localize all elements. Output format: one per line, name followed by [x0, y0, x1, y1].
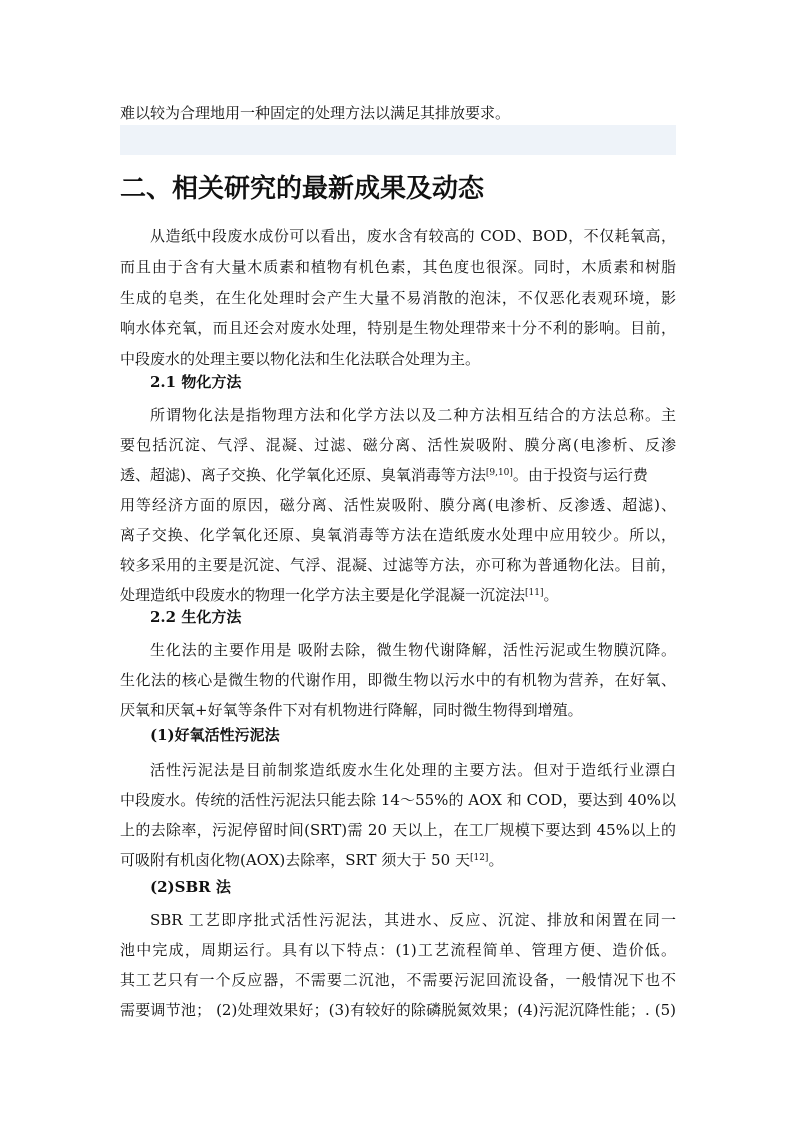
subsection-heading-activated-sludge: (1)好氧活性污泥法 — [150, 726, 280, 744]
s22-line-2: 生化法的核心是微生物的代谢作用，即微生物以污水中的有机物为营养，在好氧、 — [120, 671, 676, 689]
subsection-heading-2-2: 2.2 生化方法 — [150, 608, 242, 626]
s22b-line-2: 池中完成，周期运行。具有以下特点：(1)工艺流程简单、管理方便、造价低。 — [120, 941, 676, 959]
s22-line-1: 生化法的主要作用是 吸附去除，微生物代谢降解，活性污泥或生物膜沉降。 — [150, 641, 676, 659]
s22a-line-4 — [120, 850, 676, 870]
s21-line-7-end: 。 — [543, 586, 559, 604]
para1-line-1: 从造纸中段废水成份可以看出，废水含有较高的 COD、BOD，不仅耗氧高， — [150, 227, 676, 245]
section-heading: 二、相关研究的最新成果及动态 — [120, 174, 485, 204]
citation-9-10: [9,10] — [485, 468, 513, 478]
citation-12: [12] — [469, 853, 489, 863]
s21-line-7 — [120, 585, 676, 605]
para1-line-5: 中段废水的处理主要以物化法和生化法联合处理为主。 — [120, 350, 481, 368]
subsection-heading-sbr: (2)SBR 法 — [150, 878, 231, 896]
citation-11: [11] — [525, 588, 544, 598]
s21-line-2: 要包括沉淀、气浮、混凝、过滤、磁分离、活性炭吸附、膜分离(电渗析、反渗 — [120, 436, 676, 454]
s21-line-3-tail: 。由于投资与运行费 — [512, 466, 648, 484]
s22b-line-3: 其工艺只有一个反应器，不需要二沉池，不需要污泥回流设备，一般情况下也不 — [120, 971, 676, 989]
s21-line-1: 所谓物化法是指物理方法和化学方法以及二种方法相互结合的方法总称。主 — [150, 406, 676, 424]
s22b-line-4: 需要调节池； (2)处理效果好；(3)有较好的除磷脱氮效果；(4)污泥沉降性能；. (5) — [120, 1001, 676, 1019]
s21-line-5: 离子交换、化学氧化还原、臭氧消毒等方法在造纸废水处理中应用较少。所以， — [120, 526, 676, 544]
para1-line-3: 生成的皂类，在生化处理时会产生大量不易消散的泡沫，不仅恶化表观环境，影 — [120, 289, 676, 307]
subsection-heading-2-1: 2.1 物化方法 — [150, 373, 242, 391]
s22a-line-3: 上的去除率，污泥停留时间(SRT)需 20 天以上，在工厂规模下要达到 45%以上的 — [120, 821, 676, 839]
s21-line-3 — [120, 465, 676, 485]
s21-line-4: 用等经济方面的原因，磁分离、活性炭吸附、膜分离(电渗析、反渗透、超滤)、 — [120, 496, 676, 514]
s22a-line-1: 活性污泥法是目前制浆造纸废水生化处理的主要方法。但对于造纸行业漂白 — [150, 761, 676, 779]
s22a-line-4-text: 可吸附有机卤化物(AOX)去除率，SRT 须大于 50 天 — [120, 851, 470, 869]
s22a-line-2: 中段废水。传统的活性污泥法只能去除 14～55%的 AOX 和 COD，要达到 40%以 — [120, 791, 676, 809]
s21-line-7-text: 处理造纸中段废水的物理一化学方法主要是化学混凝一沉淀法 — [120, 586, 526, 604]
s21-line-6: 较多采用的主要是沉淀、气浮、混凝、过滤等方法，亦可称为普通物化法。目前， — [120, 556, 676, 574]
s22a-line-4-end: 。 — [488, 851, 504, 869]
para1-line-4: 响水体充氧，而且还会对废水处理，特别是生物处理带来十分不利的影响。目前， — [120, 319, 676, 337]
para1-line-2: 而且由于含有大量木质素和植物有机色素，其色度也很深。同时，木质素和树脂 — [120, 258, 676, 276]
s22-line-3: 厌氧和厌氧+好氧等条件下对有机物进行降解，同时微生物得到增殖。 — [120, 701, 583, 719]
highlight-band — [120, 125, 676, 155]
s22b-line-1: SBR 工艺即序批式活性污泥法，其进水、反应、沉淀、排放和闲置在同一 — [150, 911, 676, 929]
intro-line: 难以较为合理地用一种固定的处理方法以满足其排放要求。 — [120, 104, 511, 122]
s21-line-3-text: 透、超滤)、离子交换、化学氧化还原、臭氧消毒等方法 — [120, 466, 486, 484]
